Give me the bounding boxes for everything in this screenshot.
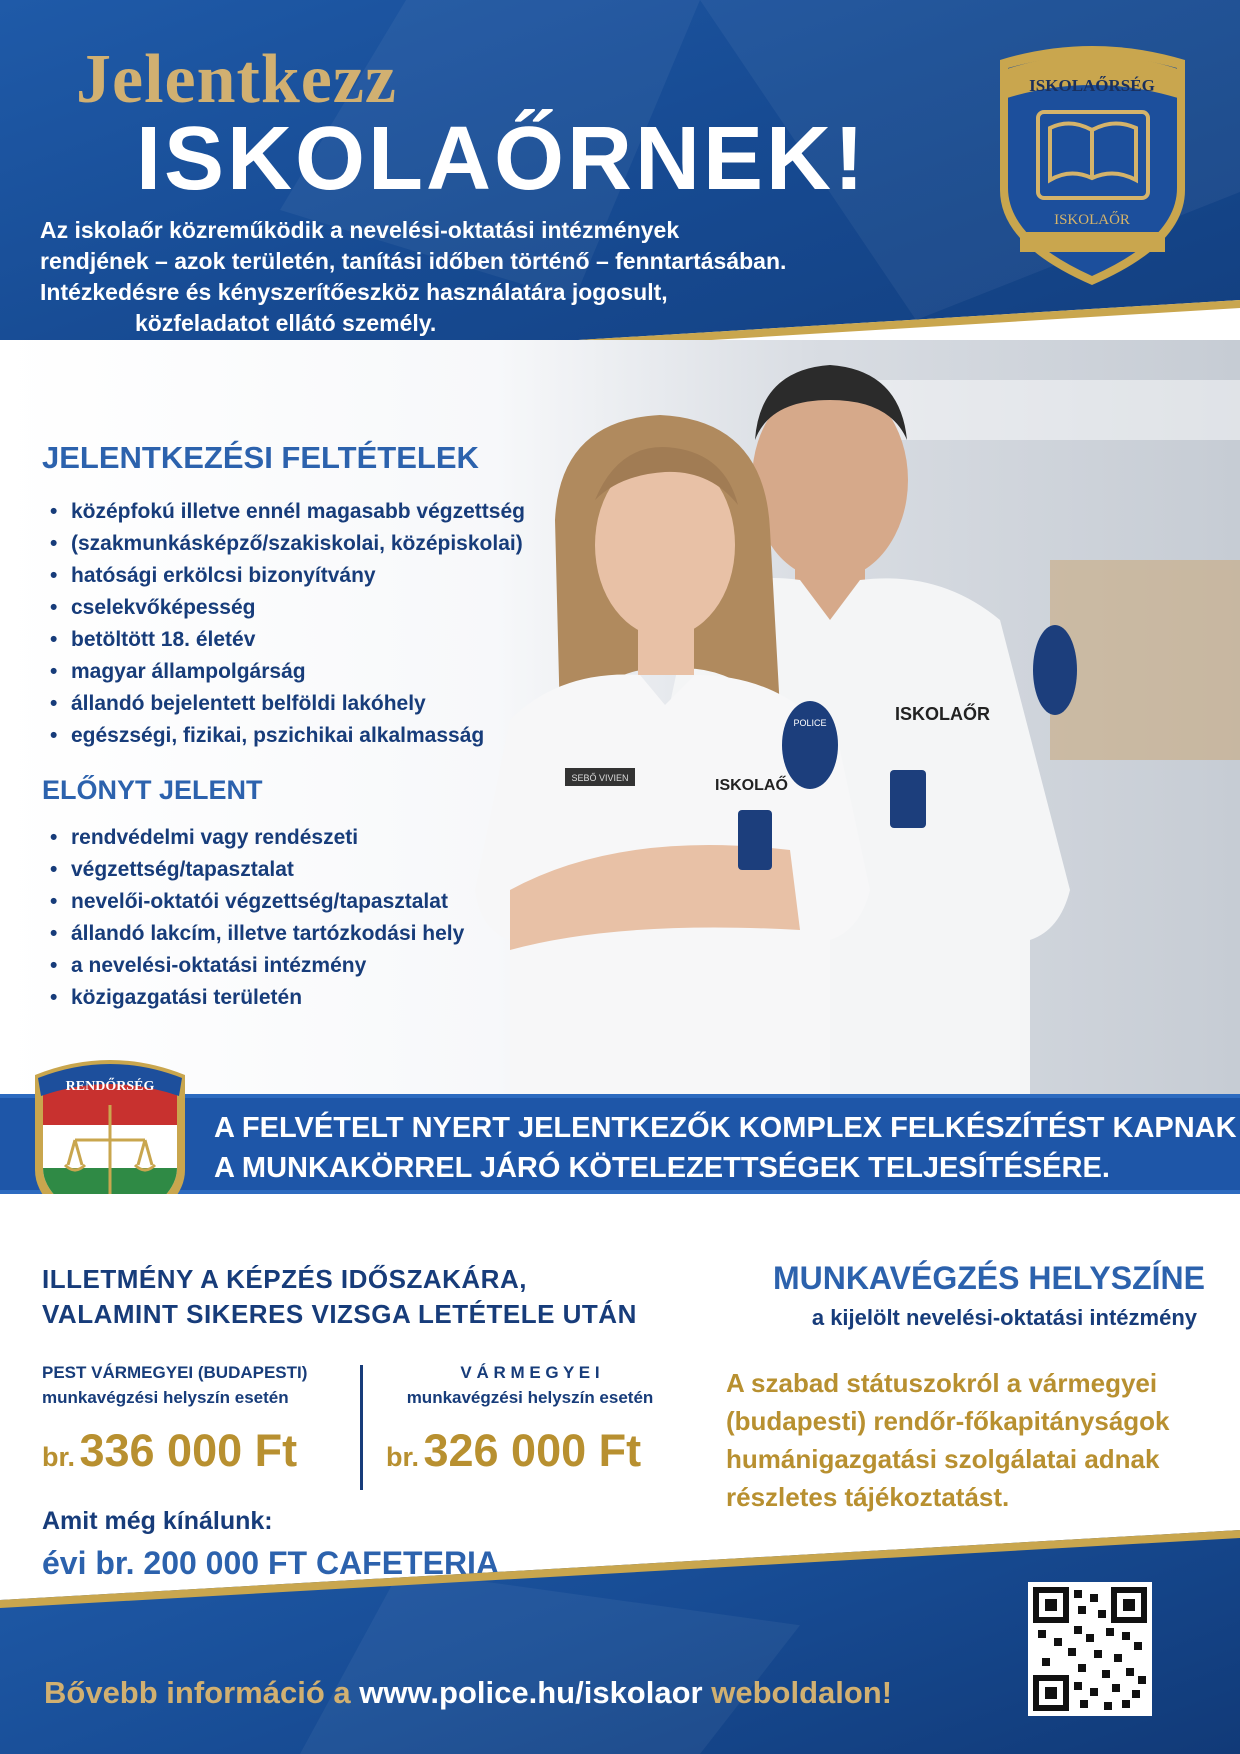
county-salary-block: V Á R M E G Y E I munkavégzési helyszín esetén <box>406 1363 654 1407</box>
shield-top-text: ISKOLAŐRSÉG <box>1029 76 1155 95</box>
name-tag-text: SEBŐ VIVIEN <box>571 773 629 783</box>
list-item: • nevelői-oktatói végzettség/tapasztalat <box>42 886 562 918</box>
intro-line: Intézkedésre és kényszerítőeszköz használatára jogosult, <box>40 279 668 305</box>
shirt-label-left: ISKOLAŐ <box>715 777 788 794</box>
intro-text <box>40 215 960 339</box>
workplace-sub: a kijelölt nevelési-oktatási intézmény <box>811 1305 1197 1330</box>
list-item: • középfokú illetve ennél magasabb végzettség <box>42 496 602 528</box>
offer-label: Amit még kínálunk: <box>42 1507 273 1535</box>
banner-line2: A MUNKAKÖRREL JÁRÓ KÖTELEZETTSÉGEK TELJESÍTÉSÉRE. <box>214 1152 1110 1184</box>
title-line1: Jelentkezz <box>76 41 397 118</box>
banner-text <box>214 1108 1237 1188</box>
workplace-info: A szabad státuszokról a vármegyei (budapesti) rendőr-főkapitányságok humánigazgatási szolgálatai adnak részletes tájékoztatást. <box>726 1368 1170 1512</box>
list-item: • hatósági erkölcsi bizonyítvány <box>42 560 602 592</box>
conditions-list <box>42 496 602 752</box>
qr-code-icon <box>1028 1582 1152 1716</box>
qr-code[interactable] <box>1028 1582 1152 1716</box>
conditions-heading: JELENTKEZÉSI FELTÉTELEK <box>42 440 479 475</box>
pest-salary-amount: br. 336 000 Ft <box>42 1425 298 1476</box>
patch-text: POLICE <box>793 718 827 728</box>
title-line2: ISKOLAŐRNEK! <box>136 109 867 209</box>
list-item: • állandó bejelentett belföldi lakóhely <box>42 688 602 720</box>
list-item: • végzettség/tapasztalat <box>42 854 562 886</box>
intro-line: Az iskolaőr közreműködik a nevelési-oktatási intézmények <box>40 217 680 243</box>
workplace-heading: MUNKAVÉGZÉS HELYSZÍNE <box>772 1260 1205 1296</box>
police-patch-icon <box>782 701 838 789</box>
list-item: • betöltött 18. életév <box>42 624 602 656</box>
salary-heading: ILLETMÉNY A KÉPZÉS IDŐSZAKÁRA, VALAMINT SIKERES VIZSGA LETÉTELE UTÁN <box>42 1264 637 1329</box>
shield-bottom-text: ISKOLAŐR <box>1054 212 1130 228</box>
offer-value: évi br. 200 000 FT CAFETERIA <box>42 1545 500 1581</box>
list-item: • magyar állampolgárság <box>42 656 602 688</box>
intro-line: rendjének – azok területén, tanítási időben történő – fenntartásában. <box>40 248 787 274</box>
pest-salary-block: PEST VÁRMEGYEI (BUDAPESTI) munkavégzési helyszín esetén <box>42 1363 308 1407</box>
list-item: • a nevelési-oktatási intézmény <box>42 950 562 982</box>
banner-line1: A FELVÉTELT NYERT JELENTKEZŐK KOMPLEX FELKÉSZÍTÉST KAPNAK <box>214 1112 1237 1144</box>
advantage-list <box>42 822 562 1014</box>
list-item: • rendvédelmi vagy rendészeti <box>42 822 562 854</box>
shirt-label-right: ISKOLAŐR <box>895 704 991 724</box>
footer-text: Bővebb információ a www.police.hu/iskolaor weboldalon! <box>44 1675 893 1710</box>
list-item: • (szakmunkásképző/szakiskolai, középiskolai) <box>42 528 602 560</box>
county-salary-amount: br. 326 000 Ft <box>386 1425 642 1476</box>
advantage-heading: ELŐNYT JELENT <box>42 775 263 805</box>
iskolaorseg-shield-logo <box>990 40 1195 285</box>
police-badge-top-text: RENDŐRSÉG <box>65 1079 155 1094</box>
website-link[interactable]: www.police.hu/iskolaor <box>359 1675 703 1710</box>
list-item: • állandó lakcím, illetve tartózkodási hely <box>42 918 562 950</box>
intro-line: közfeladatot ellátó személy. <box>135 310 437 336</box>
list-item: • egészségi, fizikai, pszichikai alkalmasság <box>42 720 602 752</box>
salary-separator <box>360 1365 363 1490</box>
list-item: • cselekvőképesség <box>42 592 602 624</box>
list-item: • közigazgatási területén <box>42 982 562 1014</box>
